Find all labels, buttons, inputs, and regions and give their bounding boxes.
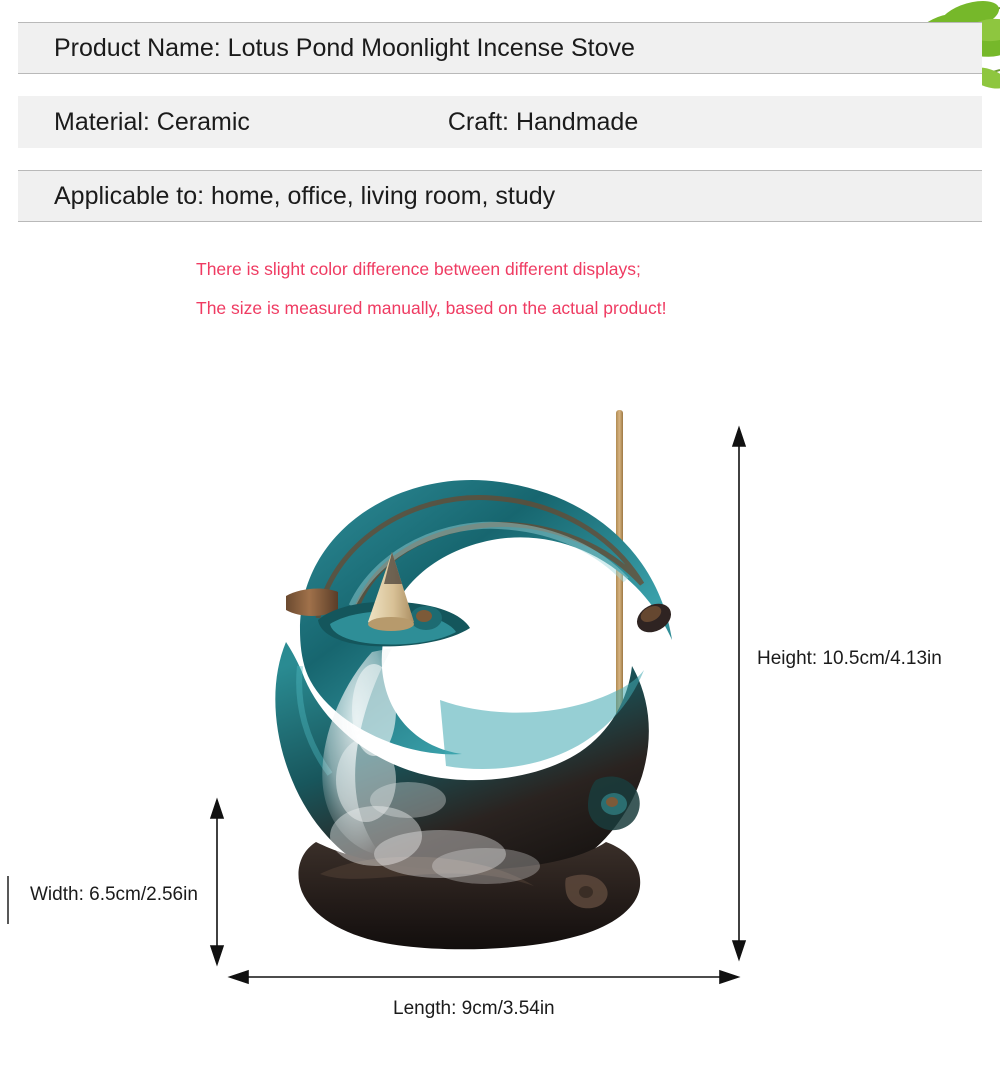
- width-dimension-label: Width: 6.5cm/2.56in: [30, 884, 198, 905]
- length-dimension-label: Length: 9cm/3.54in: [393, 998, 555, 1019]
- spec-gap-2: [18, 148, 982, 170]
- product-image-area: [0, 380, 1000, 1070]
- spec-gap-1: [18, 74, 982, 96]
- spec-craft-label: Craft: Handmade: [447, 107, 639, 136]
- dimension-arrows: [0, 380, 1000, 1070]
- spec-applicable-label: Applicable to: home, office, living room, study: [54, 181, 556, 210]
- note-color-difference: There is slight color difference between different displays;: [196, 259, 641, 279]
- note-manual-measure: The size is measured manually, based on the actual product!: [196, 298, 667, 318]
- spec-table: [18, 22, 982, 222]
- spec-row-material-craft: [18, 96, 982, 148]
- spec-row-product-name: [18, 22, 982, 74]
- spec-product-name-label: Product Name: Lotus Pond Moonlight Incense Stove: [54, 33, 635, 62]
- spec-row-applicable: [18, 170, 982, 222]
- disclaimer-notes: [196, 250, 896, 328]
- spec-material-label: Material: Ceramic: [54, 107, 250, 136]
- height-dimension-label: Height: 10.5cm/4.13in: [757, 648, 942, 669]
